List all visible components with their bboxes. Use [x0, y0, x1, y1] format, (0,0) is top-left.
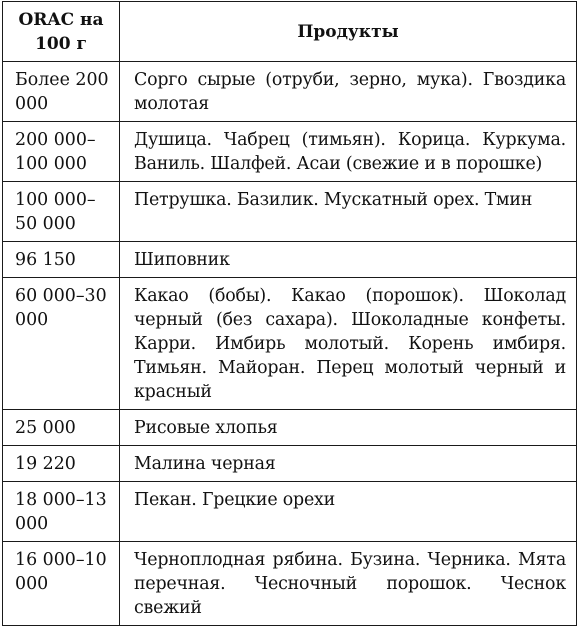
- table-row: [3, 446, 577, 482]
- table-row: [3, 242, 577, 278]
- orac-value: 60 000–30 000: [3, 278, 120, 410]
- orac-value: 100 000–50 000: [3, 182, 120, 242]
- orac-value: 200 000–100 000: [3, 122, 120, 182]
- products-cell: Сорго сырые (отруби, зерно, мука). Гвоздика молотая: [120, 62, 577, 122]
- table-row: [3, 122, 577, 182]
- table-row: [3, 278, 577, 410]
- table-header-row: [3, 2, 577, 62]
- orac-products-table: [2, 1, 577, 626]
- products-cell: Душица. Чабрец (тимьян). Корица. Куркума. Ваниль. Шалфей. Асаи (свежие и в порошке): [120, 122, 577, 182]
- products-cell: Шиповник: [120, 242, 577, 278]
- orac-value: 18 000–13 000: [3, 482, 120, 542]
- table-row: [3, 410, 577, 446]
- table-row: [3, 482, 577, 542]
- orac-value: 96 150: [3, 242, 120, 278]
- products-cell: Петрушка. Базилик. Мускатный орех. Тмин: [120, 182, 577, 242]
- header-products: Продукты: [120, 2, 577, 62]
- orac-value: 25 000: [3, 410, 120, 446]
- orac-value: Более 200 000: [3, 62, 120, 122]
- products-cell: Пекан. Грецкие орехи: [120, 482, 577, 542]
- table-row: [3, 542, 577, 626]
- table-row: [3, 182, 577, 242]
- table-row: [3, 62, 577, 122]
- products-cell: Малина черная: [120, 446, 577, 482]
- products-cell: Какао (бобы). Какао (порошок). Шоколад черный (без сахара). Шоколадные конфеты. Карри. Имбирь молотый. Корень имбиря. Тимьян. Майоран. Перец молотый черный и красный: [120, 278, 577, 410]
- products-cell: Черноплодная рябина. Бузина. Черника. Мята перечная. Чесночный порошок. Чеснок свежий: [120, 542, 577, 626]
- products-cell: Рисовые хлопья: [120, 410, 577, 446]
- header-orac: ORAC на 100 г: [3, 2, 120, 62]
- orac-value: 19 220: [3, 446, 120, 482]
- orac-value: 16 000–10 000: [3, 542, 120, 626]
